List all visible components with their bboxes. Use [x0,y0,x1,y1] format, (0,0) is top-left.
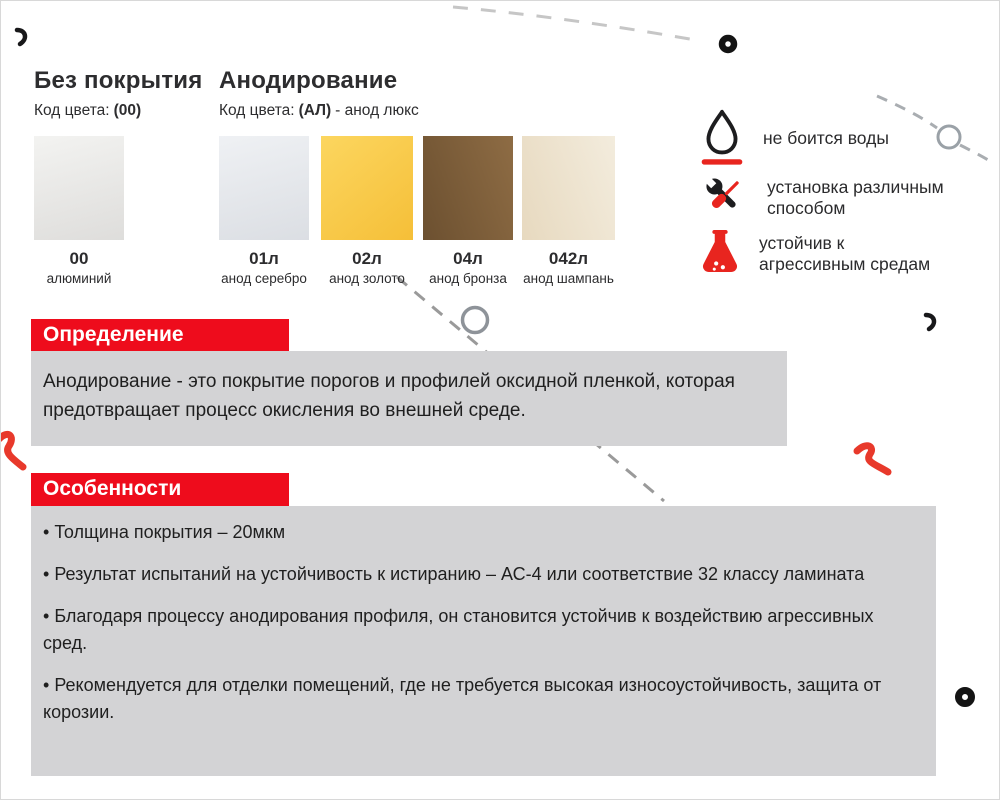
swatch-name: алюминий [46,271,112,286]
code-value: (00) [113,102,142,119]
code-label: Код цвета: [219,102,295,119]
benefit-label: устойчив к агрессивным средам [759,232,931,274]
swatch-code: 04л [453,249,483,268]
swatch-anode-silver [219,136,309,286]
swatch-name: анод шампань [523,271,614,286]
anodizing-header [219,67,419,120]
swatch-color-tile [34,136,124,240]
feature-bullet: • Толщина покрытия – 20мкм [43,519,910,546]
swatch-color-tile [219,136,309,240]
features-panel [31,506,936,776]
code-label: Код цвета: [34,102,110,119]
anodizing-title: Анодирование [219,67,398,94]
donut-dot-top [722,38,734,50]
swatch-code: 00 [69,249,89,268]
benefit-chemical [699,227,979,281]
tools-icon [699,171,749,226]
swatch-color-tile [321,136,413,240]
swatch-anode-champagne [522,136,615,286]
swatch-anode-gold [321,136,413,286]
swatch-color-tile [522,136,615,240]
definition-section-title: Определение [31,319,289,351]
swatch-aluminium [34,136,124,286]
red-squiggle-right [857,446,888,472]
no-coating-title: Без покрытия [34,67,203,94]
benefit-label: установка различным способом [767,176,944,218]
open-circle-middle [463,308,488,333]
benefit-water [699,109,979,169]
swatch-code: 042л [548,249,589,268]
benefits-list [699,109,979,281]
comma-squiggle-top-left [17,30,25,44]
swatch-name: анод бронза [429,271,507,286]
comma-squiggle-right [926,315,934,329]
feature-bullet: • Рекомендуется для отделки помещений, где не требуется высокая износоустойчивость, защита от корозии. [43,672,910,726]
feature-bullet: • Результат испытаний на устойчивость к истиранию – АС-4 или соответствие 32 классу ламината [43,561,910,588]
swatch-name: анод золото [329,271,405,286]
benefit-installation [699,173,979,223]
flask-icon [699,226,741,283]
features-section-title: Особенности [31,473,289,506]
code-value: (АЛ) [298,102,332,119]
swatch-color-tile [423,136,513,240]
definition-text: Анодирование - это покрытие порогов и профилей оксидной пленкой, которая предотвращает процесс окисления во внешней среде. [43,371,735,421]
swatch-name: анод серебро [221,271,307,286]
no-coating-code-line [34,102,202,120]
water-drop-icon [699,107,745,172]
red-squiggle-left [1,434,23,467]
anodizing-code-line [219,102,419,120]
donut-dot-bottom-right [959,691,972,704]
no-coating-header [34,67,202,120]
swatch-code: 02л [352,249,382,268]
feature-bullet: • Благодаря процессу анодирования профиля, он становится устойчив к воздействию агрессивных сред. [43,603,910,657]
code-suffix: - анод люкс [335,102,419,119]
swatch-code: 01л [249,249,279,268]
definition-panel [31,351,787,446]
dashed-line-top [453,7,701,41]
swatch-anode-bronze [423,136,513,286]
benefit-label: не боится воды [763,128,889,149]
